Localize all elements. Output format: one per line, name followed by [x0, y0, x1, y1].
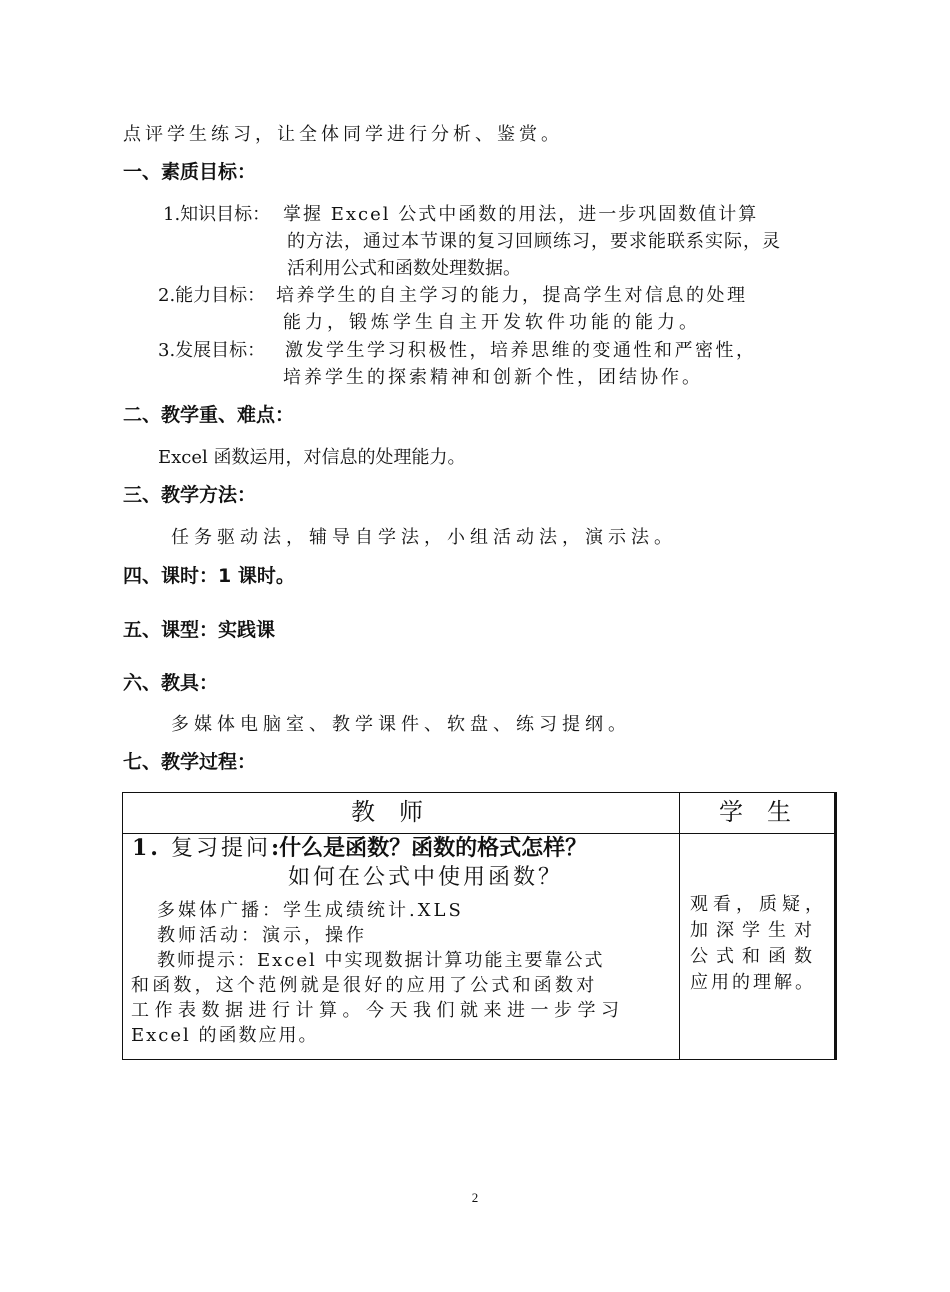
methods-text: 任务驱动法，辅导自学法，小组活动法，演示法。 — [171, 527, 677, 548]
teaching-process-table — [122, 792, 836, 1060]
hours-value: 1 课时。 — [218, 565, 295, 587]
section-methods-heading: 三、教学方法： — [123, 484, 257, 506]
teacher-cell-line: 教师提示：Excel 中实现数据计算功能主要靠公式 — [157, 950, 605, 971]
page-number: 2 — [471, 1190, 479, 1205]
section-tools-heading: 六、教具： — [123, 672, 219, 694]
section-type-heading — [123, 616, 275, 644]
question-number: 1. — [132, 835, 161, 861]
tools-text: 多媒体电脑室、教学课件、软盘、练习提纲。 — [171, 714, 631, 735]
key-points-text: Excel 函数运用，对信息的处理能力。 — [158, 447, 466, 468]
section-quality-goals-heading: 一、素质目标： — [123, 161, 257, 183]
header-teacher: 教师 — [351, 798, 447, 826]
question-line-2: 如何在公式中使用函数？ — [288, 865, 564, 890]
goal-knowledge-label: 1.知识目标： — [163, 204, 271, 225]
student-cell-line: 应用的理解。 — [690, 972, 816, 993]
teacher-cell-line: 教师活动：演示，操作 — [157, 925, 367, 946]
goal-ability-label: 2.能力目标： — [158, 285, 266, 306]
goal-development-label: 3.发展目标： — [158, 340, 266, 361]
goal-ability-line: 能力，锻炼学生自主开发软件功能的能力。 — [283, 312, 701, 333]
teacher-cell-line: Excel 的函数应用。 — [131, 1025, 319, 1046]
goal-knowledge-line: 掌握 Excel 公式中函数的用法，进一步巩固数值计算 — [283, 204, 759, 225]
goal-ability-line: 培养学生的自主学习的能力，提高学生对信息的处理 — [276, 285, 748, 306]
section-hours-heading — [123, 562, 295, 590]
header-student: 学生 — [719, 798, 815, 826]
question-topic: 复习提问 — [170, 836, 271, 861]
goal-development-line: 培养学生的探索精神和创新个性，团结协作。 — [283, 367, 703, 388]
section-key-points-heading: 二、教学重、难点： — [123, 404, 295, 426]
lesson-type-value: 实践课 — [218, 619, 276, 641]
teacher-cell-line: 多媒体广播：学生成绩统计.XLS — [157, 900, 464, 921]
lesson-type-label: 五、课型： — [123, 619, 219, 641]
goal-knowledge-line: 活利用公式和函数处理数据。 — [287, 258, 521, 279]
review-question — [132, 833, 587, 864]
hours-label: 四、课时： — [123, 565, 219, 587]
goal-development-line: 激发学生学习积极性，培养思维的变通性和严密性， — [285, 340, 757, 361]
student-cell-line: 加深学生对 — [690, 920, 820, 941]
student-cell-line: 公式和函数 — [690, 946, 820, 967]
intro-text: 点评学生练习，让全体同学进行分析、鉴赏。 — [123, 124, 563, 145]
teacher-cell-line: 和函数，这个范例就是很好的应用了公式和函数对 — [131, 975, 598, 996]
goal-knowledge-line: 的方法，通过本节课的复习回顾练习，要求能联系实际，灵 — [287, 231, 781, 252]
student-cell-line: 观看，质疑， — [690, 894, 828, 915]
teacher-cell-line: 工作表数据进行计算。今天我们就来进一步学习 — [131, 1000, 625, 1021]
section-process-heading: 七、教学过程： — [123, 751, 257, 773]
question-text: :什么是函数？函数的格式怎样？ — [270, 835, 588, 861]
